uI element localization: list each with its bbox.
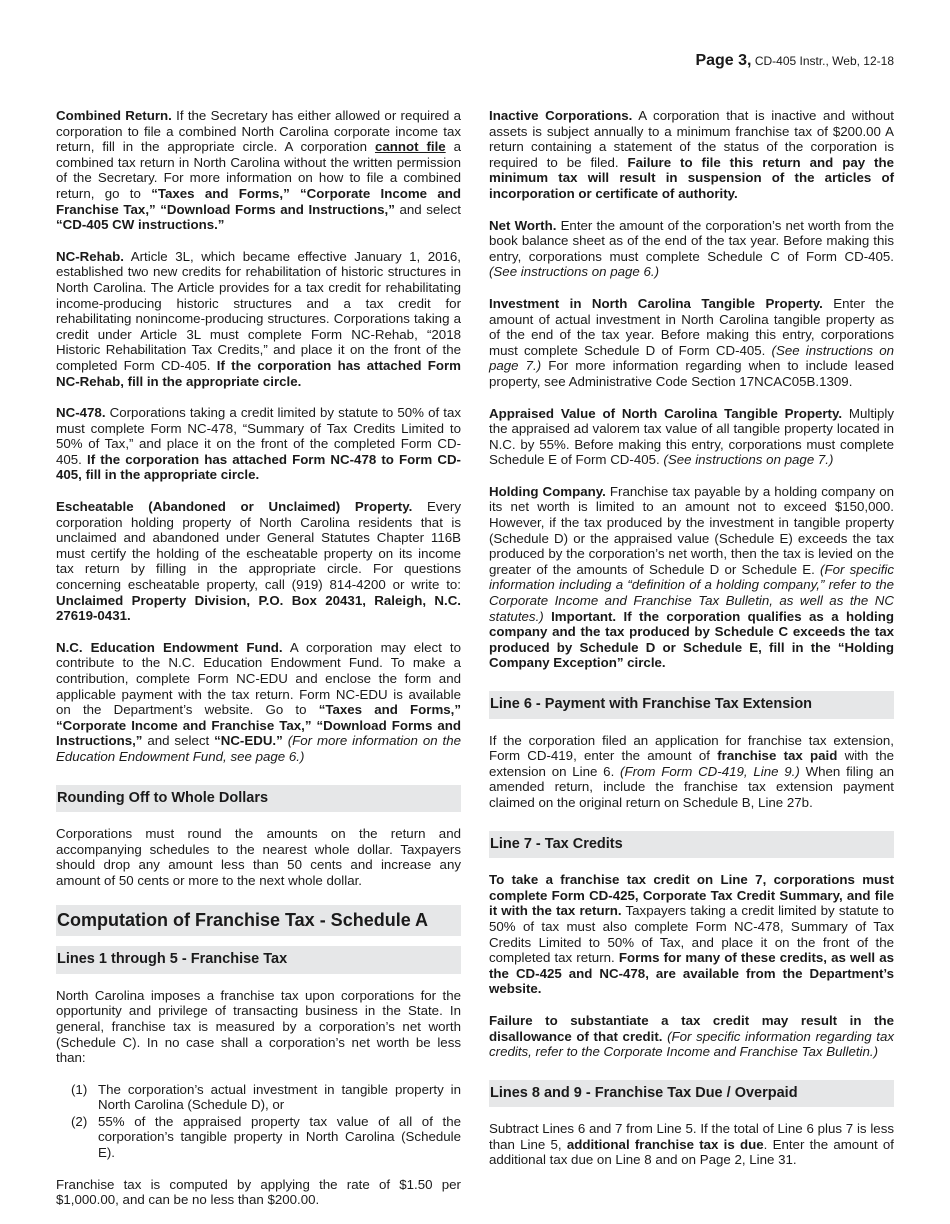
franchise-tax-paid-emphasis: franchise tax paid — [717, 748, 838, 764]
education-fund-note: (For more information on the Education Endowment Fund, see page 6.) — [56, 733, 461, 764]
investment-note: (See instructions on page 7.) — [489, 342, 894, 374]
rounding-paragraph: Corporations must round the amounts on the return and accompanying schedules to the nearest whole dollar. Taxpayers should drop any amount less than 50 cents and increase any amount of 50 cents or more to the next whole dollar. — [56, 826, 461, 888]
escheatable-paragraph — [56, 499, 461, 624]
left-column — [56, 108, 461, 1224]
escheatable-title: Escheatable (Abandoned or Unclaimed) Property. — [56, 499, 413, 515]
line-7-heading: Line 7 - Tax Credits — [489, 831, 894, 859]
net-worth-minimum-list — [56, 1082, 461, 1161]
combined-return-text-1: If the Secretary has either allowed or required a corporation to file a combined North Carolina corporate income tax return, fill in the appropriate circle. A corporation — [56, 108, 462, 155]
line-6-paragraph — [489, 733, 894, 811]
line-7-bold-2: Forms for many of these credits, as well as the CD-425 and NC-478, are available from the Department’s website. — [489, 950, 894, 997]
investment-title: Investment in North Carolina Tangible Property. — [489, 295, 823, 311]
cannot-file-emphasis: cannot file — [374, 139, 446, 155]
line-6-heading: Line 6 - Payment with Franchise Tax Extension — [489, 691, 894, 719]
schedule-a-heading: Computation of Franchise Tax - Schedule A — [56, 905, 461, 937]
nc-rehab-text: Article 3L, which became effective January 1, 2016, established two new credits for rehabilitation of historic structures in North Carolina. The Article provides for a tax credit for rehabilitating income-producing historic structures and a tax credit for rehabilitating nonincome-producing structures. Corporations taking a credit under Article 3L must complete Form NC-Rehab, “2018 Historic Rehabilitation Tax Credits,” and place it on the front of the completed Form CD-405. — [56, 248, 461, 373]
nc-edu-link: “NC-EDU.” — [214, 733, 283, 749]
lines-1-5-heading: Lines 1 through 5 - Franchise Tax — [56, 946, 461, 974]
line-6-note: (From Form CD-419, Line 9.) — [620, 763, 800, 779]
education-fund-text-2: and select — [147, 733, 210, 749]
appraised-value-note: (See instructions on page 7.) — [663, 452, 834, 468]
investment-text-2: For more information regarding when to include leased property, see Administrative Code Section 17NCAC05B.1309. — [489, 358, 894, 389]
right-column — [489, 108, 894, 1184]
document-id: CD-405 Instr., Web, 12-18 — [754, 54, 894, 68]
holding-company-important: Important. If the corporation qualifies as a holding company and the tax produced by Schedule C exceeds the tax produced by Schedule D or Schedule E, fill in the “Holding Company Exception” circle. — [489, 608, 894, 671]
line-7-bold-3: Failure to substantiate a tax credit may result in the disallowance of that credit. — [489, 1012, 894, 1044]
nc-478-paragraph — [56, 405, 461, 483]
line-7-paragraph-2 — [489, 1013, 894, 1060]
line-6-text-2: with the extension on Line 6. — [489, 748, 894, 779]
holding-company-note: (For specific information including a “definition of a holding company,” refer to the Corporate Income and Franchise Tax Bulletin, as well as the NC statutes.) — [489, 561, 894, 624]
education-fund-paragraph — [56, 640, 461, 765]
net-worth-note: (See instructions on page 6.) — [489, 264, 660, 280]
line-6-text-3: When filing an amended return, include the franchise tax extension payment claimed on the original return on Schedule B, Line 27b. — [489, 763, 894, 810]
inactive-corporations-paragraph — [489, 108, 894, 202]
education-fund-text-1: A corporation may elect to contribute to the N.C. Education Endowment Fund. To make a contribution, complete Form NC-EDU and enclose the form and applicable payment with the tax return. Form NC-EDU is available on the Department’s website. Go to — [56, 639, 461, 718]
nc-478-title: NC-478. — [56, 405, 106, 421]
escheatable-text: Every corporation holding property of North Carolina residents that is unclaimed and abandoned under General Statutes Chapter 116B must certify the holding of the escheatable property on its income tax return by filling in the appropriate circle. For questions concerning escheatable property, call (919) 814-4200 or write to: — [56, 499, 461, 593]
lines-8-9-text-2: . Enter the amount of additional tax due on Line 8 and on Page 2, Line 31. — [489, 1136, 895, 1168]
lines-8-9-text-1: Subtract Lines 6 and 7 from Line 5. If the total of Line 6 plus 7 is less than Line 5, — [489, 1121, 894, 1152]
cd405-cw-link: “CD-405 CW instructions.” — [56, 217, 225, 233]
nc-rehab-paragraph — [56, 249, 461, 389]
nc-rehab-title: NC-Rehab. — [56, 248, 124, 264]
net-worth-text: Enter the amount of the corporation’s net worth from the book balance sheet as of the end of the tax year. Before making this entry, corporations must complete Schedule C of Form CD-405. — [489, 217, 894, 264]
additional-tax-due-emphasis: additional franchise tax is due — [566, 1136, 764, 1152]
inactive-corporations-text: A corporation that is inactive and without assets is subject annually to a minimum franchise tax of $200.00 A return containing a statement of the status of the corporation is required to be filed. — [489, 108, 894, 170]
holding-company-text: Franchise tax payable by a holding company on its net worth is limited to an amount not to exceed $150,000. However, if the tax produced by the investment in tangible property (Schedule D) or the appraised value (Schedule E) exceeds the tax produced by the corporation’s net worth, then the tax is levied on the greater of the amounts of Schedule D or Schedule E. — [489, 483, 895, 577]
franchise-tax-intro: North Carolina imposes a franchise tax upon corporations for the opportunity and privilege of transacting business in the State. In general, franchise tax is measured by a corporation’s net worth (Schedule C). In no case shall a corporation’s net worth be less than: — [56, 987, 461, 1066]
net-worth-title: Net Worth. — [489, 217, 557, 233]
net-worth-paragraph — [489, 218, 894, 280]
line-6-text-1: If the corporation filed an application for franchise tax extension, Form CD-419, enter the amount of — [489, 732, 894, 764]
combined-return-links: “Taxes and Forms,” “Corporate Income and Franchise Tax,” “Download Forms and Instructions,” — [56, 185, 461, 217]
list-item-number: (1) — [71, 1081, 88, 1097]
education-fund-title: N.C. Education Endowment Fund. — [56, 639, 283, 655]
list-item-text: 55% of the appraised property tax value of all of the corporation’s tangible property in North Carolina (Schedule E). — [98, 1113, 461, 1161]
nc-rehab-bold: If the corporation has attached Form NC-Rehab, fill in the appropriate circle. — [56, 357, 461, 389]
lines-8-9-heading: Lines 8 and 9 - Franchise Tax Due / Overpaid — [489, 1080, 894, 1108]
education-fund-links: “Taxes and Forms,” “Corporate Income and Franchise Tax,” “Download Forms and Instructions,” — [56, 702, 462, 749]
inactive-corporations-title: Inactive Corporations. — [489, 108, 633, 123]
list-item-number: (2) — [71, 1113, 88, 1129]
nc-478-bold: If the corporation has attached Form NC-478 to Form CD-405, fill in the appropriate circle. — [56, 451, 461, 483]
holding-company-paragraph — [489, 484, 894, 671]
appraised-value-text: Multiply the appraised ad valorem tax value of all tangible property located in N.C. by 55%. Before making this entry, corporations must complete Schedule E of Form CD-405. — [489, 405, 894, 468]
combined-return-text-3: and select — [399, 201, 461, 217]
page-number: Page 3, — [695, 52, 752, 69]
page-header — [695, 52, 894, 70]
investment-paragraph — [489, 296, 894, 390]
list-item-text: The corporation’s actual investment in tangible property in North Carolina (Schedule D), or — [98, 1081, 461, 1113]
list-item — [56, 1082, 461, 1113]
list-item — [56, 1114, 461, 1161]
line-7-text: Taxpayers taking a credit limited by statute to 50% of tax must also complete Form NC-478, Summary of Tax Credits Limited to 50% of Tax, and place it on the front of the completed tax return. — [489, 903, 894, 966]
combined-return-paragraph — [56, 108, 461, 233]
rounding-heading: Rounding Off to Whole Dollars — [56, 785, 461, 813]
combined-return-title: Combined Return. — [56, 108, 172, 123]
line-7-note: (For specific information regarding tax credits, refer to the Corporate Income and Franchise Tax Bulletin.) — [489, 1028, 894, 1060]
line-7-paragraph-1 — [489, 872, 894, 997]
combined-return-text-2: a combined tax return in North Carolina without the written permission of the Secretary. For more information on how to file a combined return, go to — [56, 139, 461, 201]
nc-478-text: Corporations taking a credit limited by statute to 50% of tax must complete Form NC-478, “Summary of Tax Credits Limited to 50% of Tax,” and place it on the front of the completed Form CD-405. — [56, 405, 462, 467]
holding-company-title: Holding Company. — [489, 483, 606, 499]
appraised-value-title: Appraised Value of North Carolina Tangible Property. — [489, 405, 843, 421]
line-7-bold-1: To take a franchise tax credit on Line 7, corporations must complete Form CD-425, Corporate Tax Credit Summary, and file it with the tax return. — [489, 872, 894, 919]
inactive-corporations-warning: Failure to file this return and pay the minimum tax will result in suspension of the articles of incorporation or certificate of authority. — [489, 154, 894, 201]
franchise-tax-rate-paragraph: Franchise tax is computed by applying the rate of $1.50 per $1,000.00, and can be no less than $200.00. — [56, 1176, 461, 1208]
investment-text-1: Enter the amount of actual investment in North Carolina tangible property as of the end of the tax year. Before making this entry, corporations must complete Schedule D of Form CD-405. — [489, 295, 894, 358]
unclaimed-property-address: Unclaimed Property Division, P.O. Box 20431, Raleigh, N.C. 27619-0431. — [56, 592, 461, 624]
lines-8-9-paragraph — [489, 1121, 894, 1168]
appraised-value-paragraph — [489, 406, 894, 468]
